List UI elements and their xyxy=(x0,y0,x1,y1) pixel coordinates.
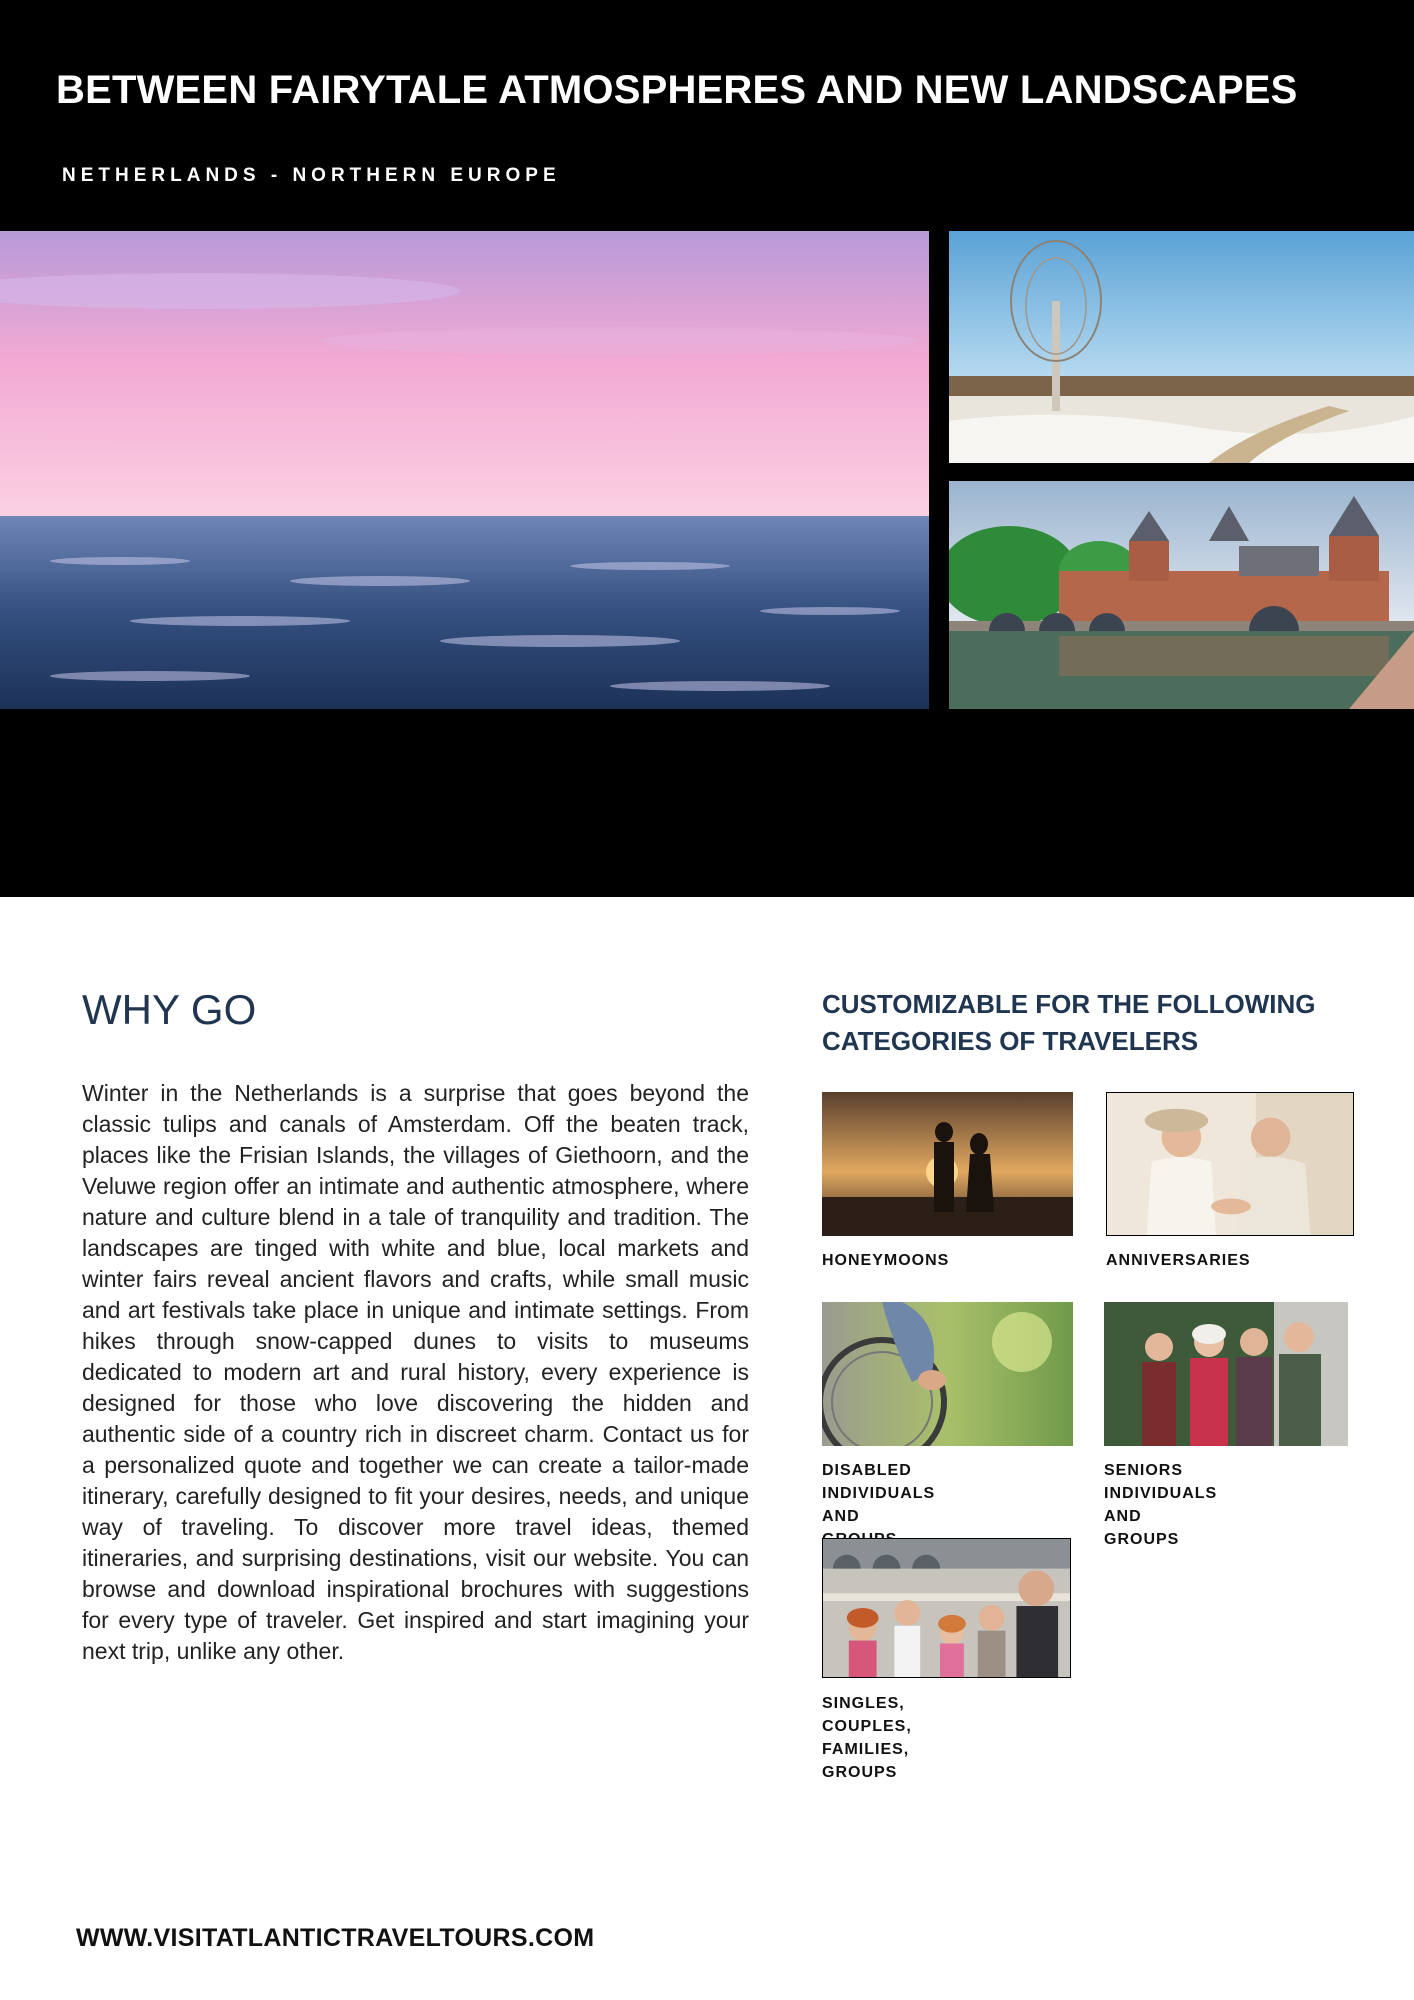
winter-tree-photo xyxy=(949,231,1414,463)
category-label: SINGLES, COUPLES, FAMILIES, GROUPS xyxy=(822,1695,912,1781)
hero-banner xyxy=(0,0,1414,897)
categories-heading: CUSTOMIZABLE FOR THE FOLLOWING CATEGORIES OF TRAVELERS xyxy=(822,989,1316,1056)
why-go-heading: WHY GO xyxy=(82,986,257,1033)
category-label: DISABLED INDIVIDUALS AND xyxy=(822,1462,936,1525)
honeymoons-photo xyxy=(822,1092,1073,1236)
website-link[interactable]: WWW.VISITATLANTICTRAVELTOURS.COM xyxy=(76,1924,595,1952)
page-subtitle: NETHERLANDS - NORTHERN EUROPE xyxy=(62,165,561,186)
anniversaries-photo xyxy=(1106,1092,1354,1236)
category-label: ANNIVERSARIES xyxy=(1106,1252,1251,1269)
category-label: HONEYMOONS xyxy=(822,1252,950,1269)
why-go-text: Winter in the Netherlands is a surprise that goes beyond the classic tulips and canals of Amsterdam. Off the beaten track, places like the Frisian Islands, the villages of Giethoorn, and the Veluwe region offer an intimate and authentic atmosphere, where nature and culture blend in a tale of tranquility and tradition. The landscapes are tinged with white and blue, local markets and winter fairs reveal ancient flavors and crafts, while small music and art festivals take place in unique and intimate settings. From hikes through snow-capped dunes to visits to museums dedicated to modern art and rural history, every experience is designed for those who love discovering the hidden and authentic side of a country rich in discreet charm. Contact us for a personalized quote and together we can create a tailor-made itinerary, carefully designed to fit your desires, needs, and unique way of traveling. To discover more travel ideas, themed itineraries, and surprising destinations, visit our website. You can browse and download inspirational brochures with suggestions for every type of traveler. Get inspired and start imagining your next trip, unlike any other. xyxy=(82,1080,749,1664)
disabled-photo xyxy=(822,1302,1073,1446)
category-label: SENIORS INDIVIDUALS AND GROUPS xyxy=(1104,1462,1218,1548)
seniors-photo xyxy=(1104,1302,1348,1446)
page-title: BETWEEN FAIRYTALE ATMOSPHERES AND NEW LANDSCAPES xyxy=(56,68,1298,112)
sea-sunset-photo xyxy=(0,231,929,709)
castle-gate-photo xyxy=(949,481,1414,709)
families-photo xyxy=(822,1538,1071,1678)
